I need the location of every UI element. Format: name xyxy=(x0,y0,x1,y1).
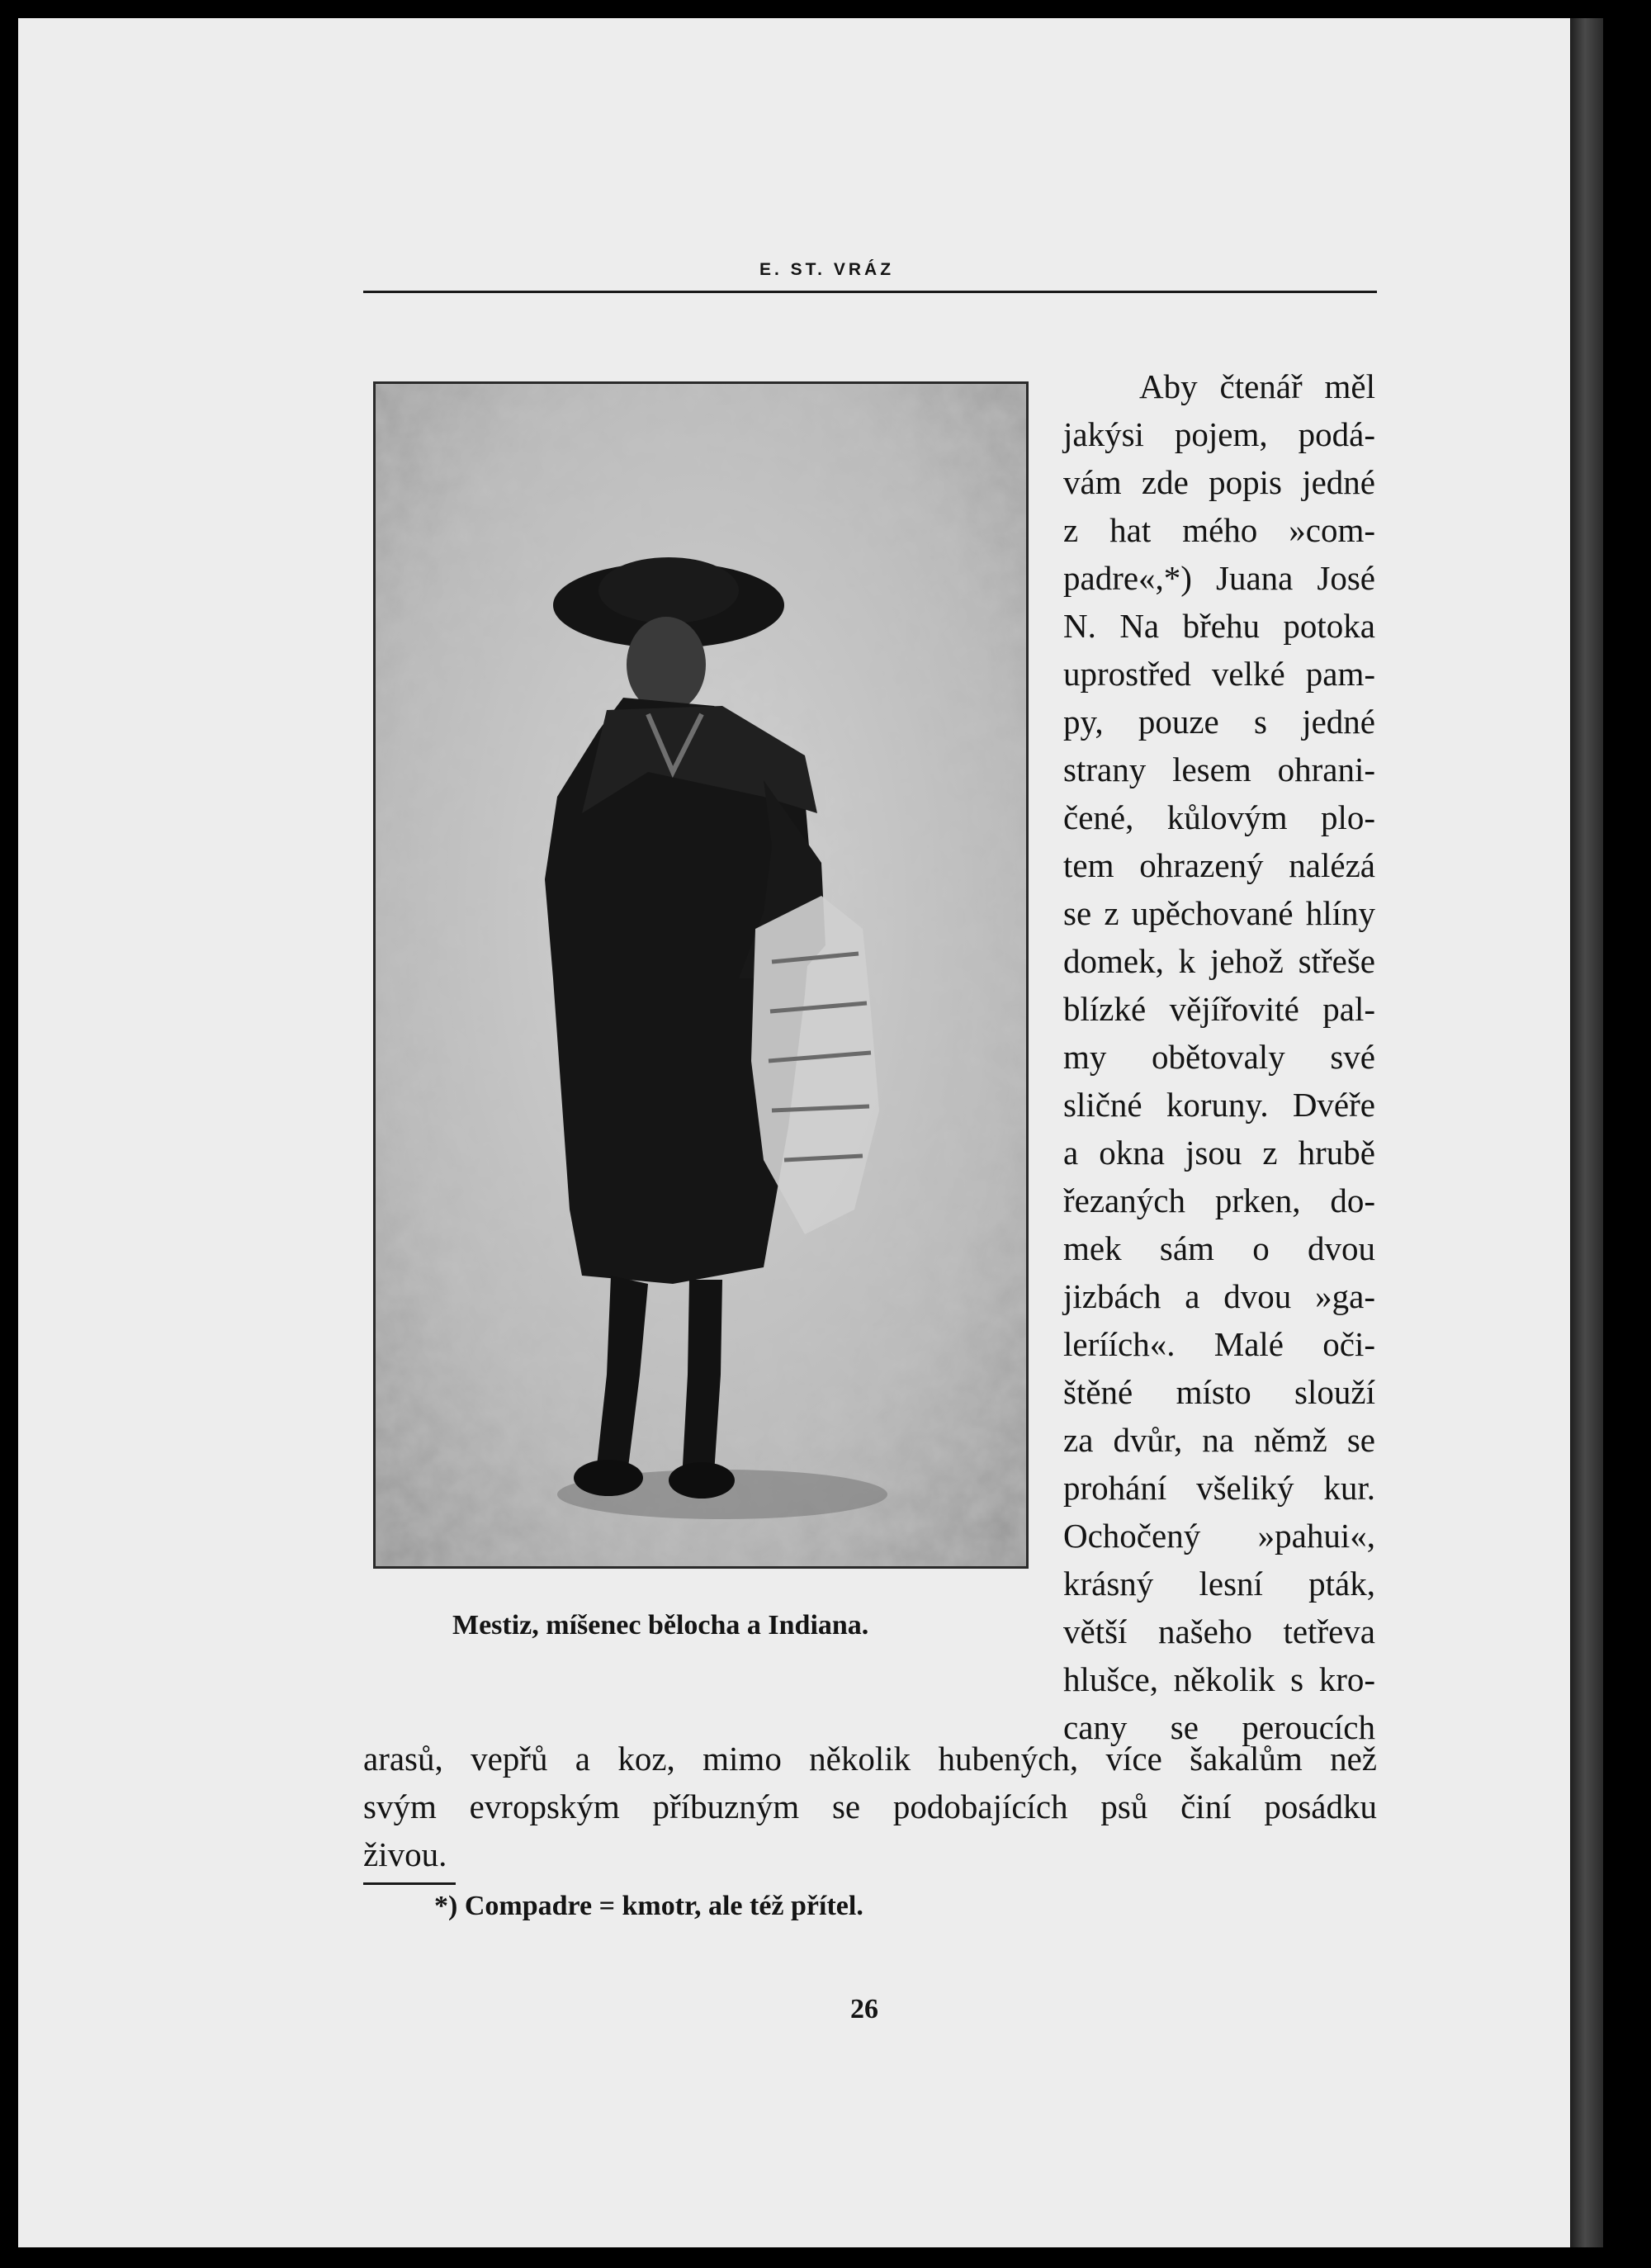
text-line: za dvůr, na němž se xyxy=(1063,1421,1375,1459)
text-line: blízké vějířovité pal- xyxy=(1063,990,1375,1028)
text-line: řezaných prken, do- xyxy=(1063,1181,1375,1219)
header-rule xyxy=(363,291,1377,293)
figure-caption: Mestiz, míšenec bělocha a Indiana. xyxy=(452,1610,869,1641)
figure-photo xyxy=(373,381,1029,1569)
text-line: arasů, vepřů a koz, mimo několik hubených, více šakalům než xyxy=(363,1740,1377,1778)
text-line: padre«,*) Juana José xyxy=(1063,559,1375,597)
text-line: větší našeho tetřeva xyxy=(1063,1612,1375,1650)
text-line: py, pouze s jedné xyxy=(1063,703,1375,741)
mestizo-photograph xyxy=(376,384,1026,1566)
text-line: hlušce, několik s kro- xyxy=(1063,1660,1375,1698)
text-line: mek sám o dvou xyxy=(1063,1229,1375,1267)
text-line: se z upěchované hlíny xyxy=(1063,894,1375,932)
text-line: cany se peroucích xyxy=(1063,1708,1375,1746)
text-line: prohání všeliký kur. xyxy=(1063,1469,1375,1507)
text-line: štěné místo slouží xyxy=(1063,1373,1375,1411)
footnote-rule xyxy=(363,1882,456,1885)
side-column-text xyxy=(1063,362,1375,1751)
full-width-text xyxy=(363,1735,1377,1878)
text-line: N. Na břehu potoka xyxy=(1063,607,1375,645)
page-number: 26 xyxy=(850,1994,878,2024)
text-line: leríích«. Malé oči- xyxy=(1063,1325,1375,1363)
text-line: jakýsi pojem, podá- xyxy=(1063,415,1375,453)
text-line: čené, kůlovým plo- xyxy=(1063,798,1375,836)
text-line: domek, k jehož střeše xyxy=(1063,942,1375,980)
text-line: strany lesem ohrani- xyxy=(1063,750,1375,788)
text-line: tem ohrazený nalézá xyxy=(1063,846,1375,884)
footnote: *) Compadre = kmotr, ale též přítel. xyxy=(434,1891,863,1921)
text-line: Ochočený »pahui«, xyxy=(1063,1517,1375,1555)
text-line: vám zde popis jedné xyxy=(1063,463,1375,501)
text-line: a okna jsou z hrubě xyxy=(1063,1134,1375,1172)
text-line: jizbách a dvou »ga- xyxy=(1063,1277,1375,1315)
text-line: z hat mého »com- xyxy=(1063,511,1375,549)
text-line: my obětovaly své xyxy=(1063,1038,1375,1076)
text-line: živou. xyxy=(363,1835,447,1873)
text-line: krásný lesní pták, xyxy=(1063,1565,1375,1603)
text-line: sličné koruny. Dvéře xyxy=(1063,1086,1375,1124)
text-line: uprostřed velké pam- xyxy=(1063,655,1375,693)
text-line: Aby čtenář měl xyxy=(1139,367,1375,405)
text-line: svým evropským příbuzným se podobajících psů činí posádku xyxy=(363,1787,1377,1825)
page-edge xyxy=(1570,18,1603,2247)
running-head: E. ST. VRÁZ xyxy=(759,260,895,279)
